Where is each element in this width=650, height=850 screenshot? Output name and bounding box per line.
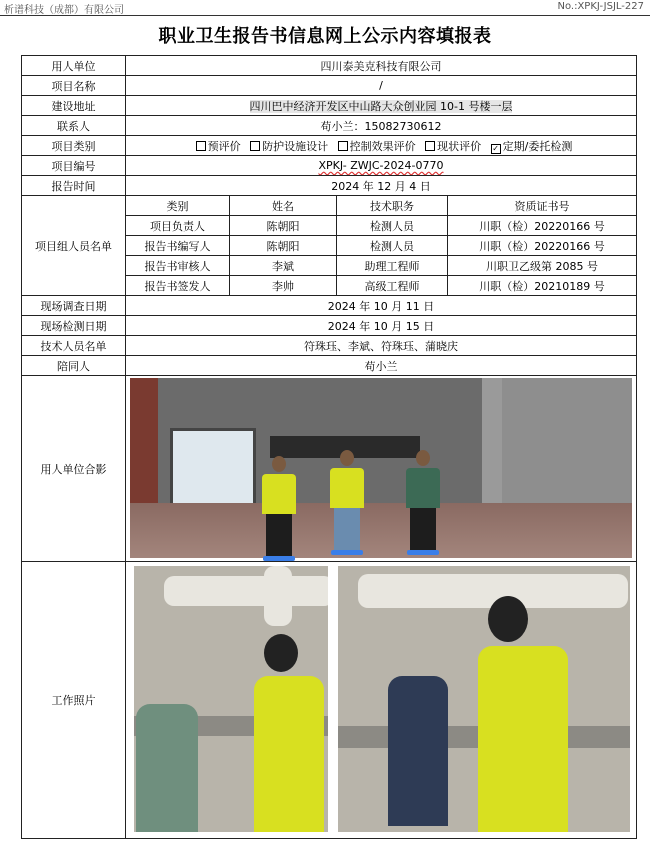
team-header-role: 类别	[126, 196, 230, 216]
door-graphic	[170, 428, 256, 514]
member-title: 助理工程师	[337, 256, 448, 276]
row-project-no	[22, 156, 637, 176]
team-header-row	[22, 196, 637, 216]
header-divider	[0, 15, 650, 16]
member-name: 陈朝阳	[230, 236, 337, 256]
member-role: 报告书审核人	[126, 256, 230, 276]
checkbox-status-evaluation[interactable]	[425, 141, 435, 151]
address-label: 建设地址	[22, 96, 126, 116]
survey-date-label: 现场调查日期	[22, 296, 126, 316]
team-label: 项目组人员名单	[22, 196, 126, 296]
row-contact	[22, 116, 637, 136]
member-title: 检测人员	[337, 236, 448, 256]
team-header-title: 技术职务	[337, 196, 448, 216]
option-pre-evaluation: 预评价	[207, 139, 241, 153]
member-cert: 川职（检）20220166 号	[448, 236, 637, 256]
option-protection-design: 防护设施设计	[262, 139, 329, 153]
project-name-label: 项目名称	[22, 76, 126, 96]
checkbox-control-effect[interactable]	[338, 141, 348, 151]
category-options	[126, 136, 637, 156]
team-header-name: 姓名	[230, 196, 337, 216]
option-control-effect: 控制效果评价	[349, 139, 416, 153]
member-title: 高级工程师	[337, 276, 448, 296]
tech-staff-value: 符珠珏、李斌、符珠珏、蒲晓庆	[126, 336, 637, 356]
row-escort	[22, 356, 637, 376]
address-value: 四川巴中经济开发区中山路大众创业园 10-1 号楼一层	[249, 99, 513, 113]
row-survey-date	[22, 296, 637, 316]
option-periodic-testing: 定期/委托检测	[502, 139, 573, 153]
contact-label: 联系人	[22, 116, 126, 136]
row-tech-staff	[22, 336, 637, 356]
member-name: 李帅	[230, 276, 337, 296]
row-group-photo	[22, 376, 637, 562]
group-photo-image	[130, 378, 632, 558]
member-name: 李斌	[230, 256, 337, 276]
group-photo	[126, 376, 637, 562]
group-photo-label: 用人单位合影	[22, 376, 126, 562]
member-cert: 川职卫乙级第 2085 号	[448, 256, 637, 276]
page-header	[0, 0, 650, 14]
header-company: 析谱科技（成都）有限公司	[4, 5, 124, 16]
row-work-photos	[22, 562, 637, 839]
work-photos	[126, 562, 637, 839]
test-date-value: 2024 年 10 月 15 日	[126, 316, 637, 336]
row-project-name	[22, 76, 637, 96]
work-photos-label: 工作照片	[22, 562, 126, 839]
option-status-evaluation: 现状评价	[437, 139, 482, 153]
person-figure	[330, 450, 364, 555]
member-role: 报告书签发人	[126, 276, 230, 296]
header-doc-number: No.:XPKJ-JSJL-227	[557, 1, 644, 12]
member-cert: 川职（检）20220166 号	[448, 216, 637, 236]
work-photo-right	[338, 566, 630, 832]
contact-value: 苟小兰：15082730612	[126, 116, 637, 136]
checkbox-protection-design[interactable]	[250, 141, 260, 151]
escort-value: 苟小兰	[126, 356, 637, 376]
category-label: 项目类别	[22, 136, 126, 156]
checkbox-pre-evaluation[interactable]	[196, 141, 206, 151]
row-report-time	[22, 176, 637, 196]
member-role: 报告书编写人	[126, 236, 230, 256]
employer-label: 用人单位	[22, 56, 126, 76]
person-figure	[262, 456, 296, 561]
test-date-label: 现场检测日期	[22, 316, 126, 336]
escort-label: 陪同人	[22, 356, 126, 376]
report-time-label: 报告时间	[22, 176, 126, 196]
team-header-cert: 资质证书号	[448, 196, 637, 216]
tech-staff-label: 技术人员名单	[22, 336, 126, 356]
survey-date-value: 2024 年 10 月 11 日	[126, 296, 637, 316]
row-address	[22, 96, 637, 116]
project-no-value: XPKJ- ZWJC-2024-0770	[318, 159, 444, 172]
person-figure	[406, 450, 440, 555]
checkbox-periodic-testing[interactable]: ✓	[492, 143, 499, 153]
row-category	[22, 136, 637, 156]
disclosure-form-table	[21, 55, 637, 839]
project-no-label: 项目编号	[22, 156, 126, 176]
page-title: 职业卫生报告书信息网上公示内容填报表	[158, 26, 492, 47]
employer-value: 四川泰美克科技有限公司	[126, 56, 637, 76]
row-employer	[22, 56, 637, 76]
member-name: 陈朝阳	[230, 216, 337, 236]
row-test-date	[22, 316, 637, 336]
project-name-value: /	[126, 76, 637, 96]
member-title: 检测人员	[337, 216, 448, 236]
work-photo-left	[134, 566, 328, 832]
report-time-value: 2024 年 12 月 4 日	[126, 176, 637, 196]
member-cert: 川职（检）20210189 号	[448, 276, 637, 296]
member-role: 项目负责人	[126, 216, 230, 236]
